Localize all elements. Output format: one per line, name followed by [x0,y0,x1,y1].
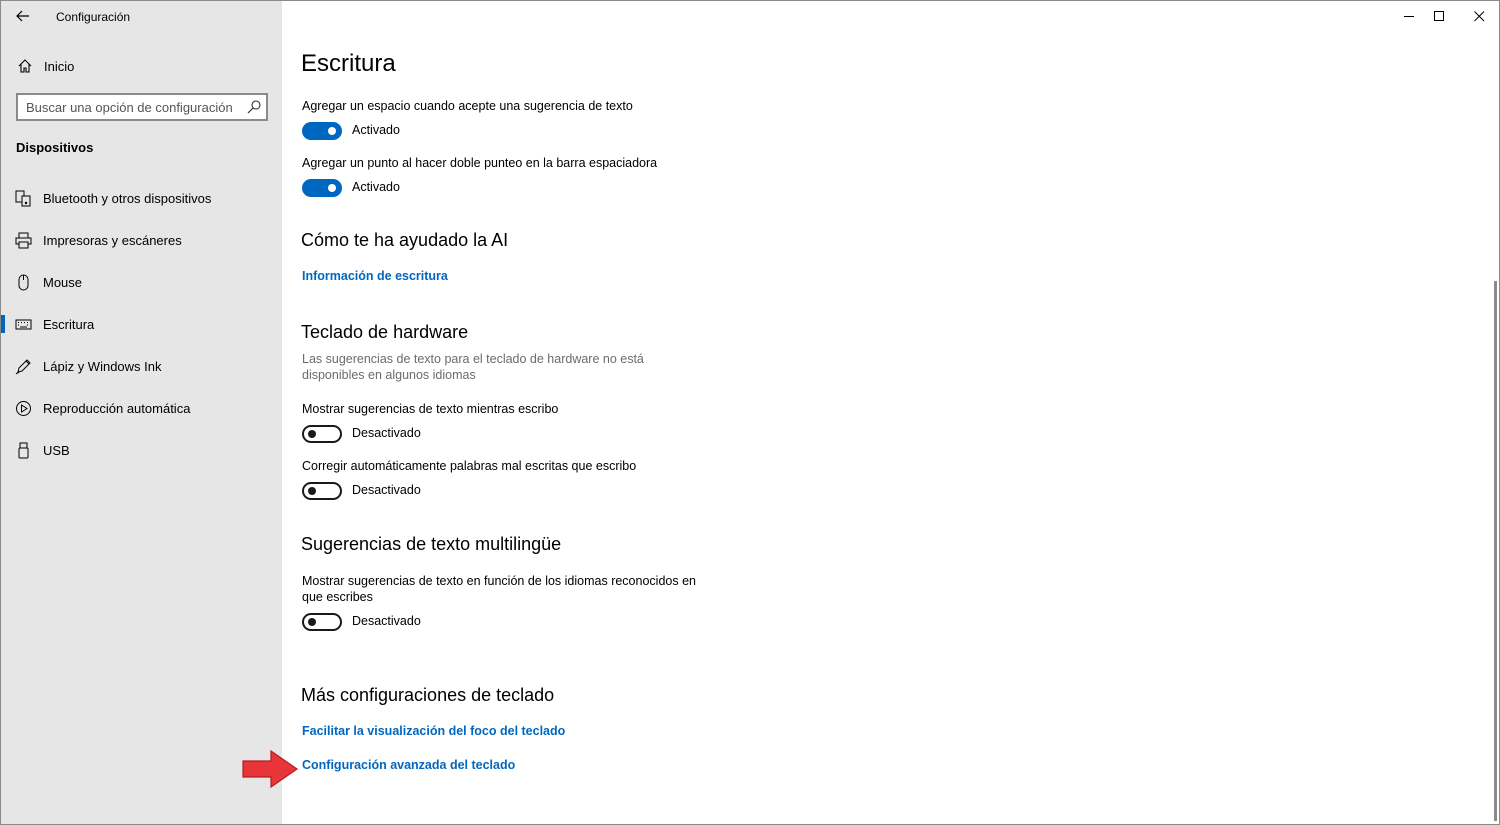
toggle-state-label: Activado [352,180,400,194]
hardware-description: Las sugerencias de texto para el teclado de hardware no está disponibles en algunos idiomas [302,352,644,382]
more-section-heading: Más configuraciones de teclado [301,685,555,705]
page-title: Escritura [301,50,396,77]
search-icon[interactable] [246,99,262,115]
sidebar-item-typing[interactable] [1,304,282,344]
hardware-section-heading: Teclado de hardware [301,322,469,342]
sidebar-item-mouse[interactable] [1,262,282,302]
toggle-knob [308,487,316,495]
show-suggestions-label: Mostrar sugerencias de texto mientras escribo [302,402,559,416]
autocorrect-toggle[interactable] [302,482,342,500]
back-arrow-icon [16,10,30,22]
multilingual-section-heading: Sugerencias de texto multilingüe [301,534,562,554]
sidebar-item-printers[interactable] [1,220,282,260]
back-button[interactable] [9,5,37,27]
sidebar-item-label: Bluetooth y otros dispositivos [43,191,212,206]
sidebar-item-bluetooth[interactable] [1,178,282,218]
pen-icon [15,358,32,375]
sidebar-item-label: Escritura [43,317,95,332]
toggle-state-label: Activado [352,123,400,137]
autocorrect-label: Corregir automáticamente palabras mal escritas que escribo [302,459,637,473]
sidebar-item-usb[interactable] [1,430,282,470]
sidebar-item-label: Lápiz y Windows Ink [43,359,162,374]
keyboard-focus-link[interactable]: Facilitar la visualización del foco del teclado [302,724,566,738]
add-period-toggle[interactable] [302,179,342,197]
app-title: Configuración [56,10,131,24]
home-label: Inicio [44,59,75,74]
toggle-state-label: Desactivado [352,483,421,497]
multilingual-label: Mostrar sugerencias de texto en función de los idiomas reconocidos en que escribes [302,574,696,604]
toggle-knob [308,618,316,626]
sidebar-item-home[interactable] [1,51,282,81]
annotation-arrow-icon [241,749,299,789]
search-input[interactable] [18,95,240,119]
toggle-knob [328,127,336,135]
search-box[interactable] [16,93,268,121]
keyboard-icon [15,316,32,333]
show-suggestions-toggle[interactable] [302,425,342,443]
toggle-knob [328,184,336,192]
sidebar-item-label: Mouse [43,275,83,290]
add-space-label: Agregar un espacio cuando acepte una sugerencia de texto [302,99,633,113]
add-space-toggle[interactable] [302,122,342,140]
ai-section-heading: Cómo te ha ayudado la AI [301,230,509,250]
sidebar-item-label: Reproducción automática [43,401,191,416]
toggle-state-label: Desactivado [352,426,421,440]
toggle-knob [308,430,316,438]
multilingual-toggle[interactable] [302,613,342,631]
toggle-state-label: Desactivado [352,614,421,628]
main-content [282,1,1500,825]
usb-icon [15,442,32,459]
sidebar-item-label: Impresoras y escáneres [43,233,182,248]
sidebar [1,1,282,825]
typing-insights-link[interactable]: Información de escritura [302,269,448,283]
add-period-label: Agregar un punto al hacer doble punteo en la barra espaciadora [302,156,658,170]
sidebar-item-label: USB [43,443,70,458]
advanced-keyboard-link[interactable]: Configuración avanzada del teclado [302,758,516,772]
autoplay-icon [15,400,32,417]
sidebar-item-pen[interactable] [1,346,282,386]
bluetooth-devices-icon [15,190,32,207]
mouse-icon [15,274,32,291]
printer-icon [15,232,32,249]
home-icon [17,58,33,74]
scrollbar[interactable] [1494,281,1497,821]
selected-indicator [1,315,5,333]
sidebar-section-heading: Dispositivos [16,140,94,155]
sidebar-item-autoplay[interactable] [1,388,282,428]
